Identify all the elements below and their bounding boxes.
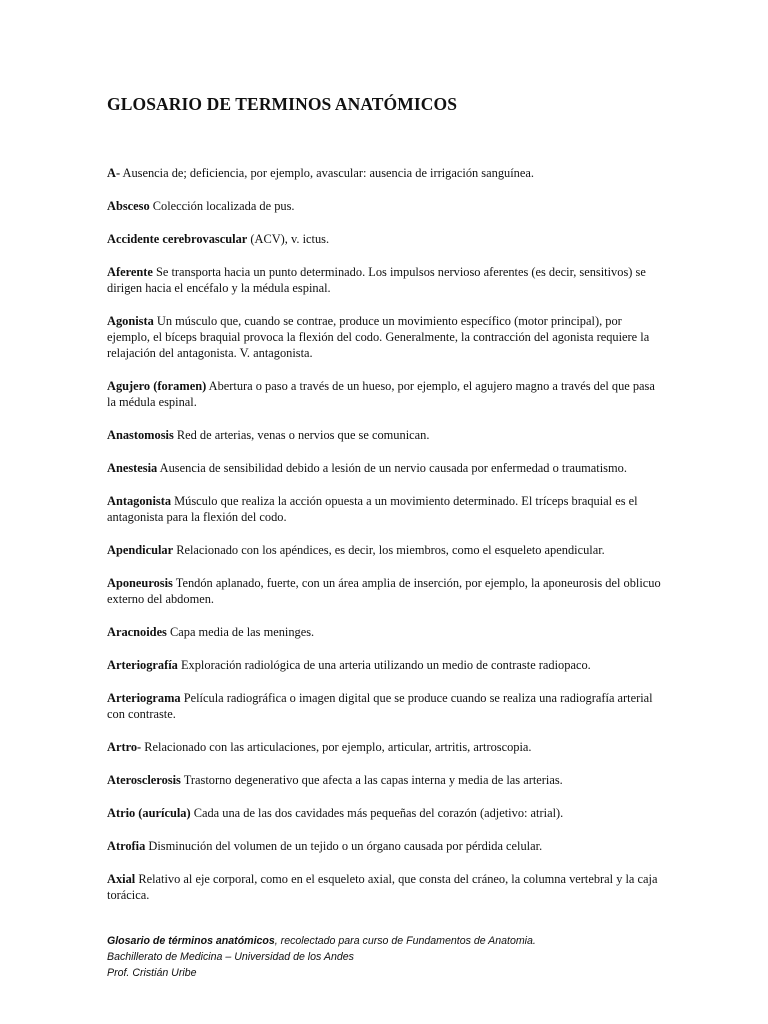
entry-term: Aponeurosis <box>107 576 173 590</box>
glossary-entry <box>107 575 663 607</box>
entry-definition: Relacionado con los apéndices, es decir, los miembros, como el esqueleto apendicular. <box>173 543 605 557</box>
entry-definition: Exploración radiológica de una arteria utilizando un medio de contraste radiopaco. <box>177 658 591 672</box>
page-footer <box>107 933 667 981</box>
entry-definition: Músculo que realiza la acción opuesta a un movimiento determinado. El tríceps braquial es el antagonista para la flexión del codo. <box>107 494 638 524</box>
glossary-entry <box>107 871 663 903</box>
glossary-entry <box>107 657 663 673</box>
glossary-entry <box>107 739 663 755</box>
entry-term: Axial <box>107 872 136 886</box>
footer-course-note: , recolectado para curso de Fundamentos de Anatomia. <box>274 935 536 947</box>
entry-definition: (ACV), v. ictus. <box>247 232 330 246</box>
entry-definition: Relativo al eje corporal, como en el esqueleto axial, que consta del cráneo, la columna vertebral y la caja torácica. <box>107 872 658 902</box>
entry-term: A- <box>107 166 121 180</box>
entry-term: Accidente cerebrovascular <box>107 232 248 246</box>
footer-glossary-title: Glosario de términos anatómicos <box>107 935 275 947</box>
entry-definition: Relacionado con las articulaciones, por ejemplo, articular, artritis, artroscopia. <box>141 740 532 754</box>
entry-term: Aterosclerosis <box>107 773 181 787</box>
entry-definition: Capa media de las meninges. <box>166 625 315 639</box>
footer-line-3: Prof. Cristián Uribe <box>107 967 197 979</box>
glossary-entry <box>107 493 663 525</box>
glossary-entry <box>107 838 663 854</box>
glossary-entry <box>107 264 663 296</box>
entry-term: Anastomosis <box>107 428 174 442</box>
entry-definition: Trastorno degenerativo que afecta a las capas interna y media de las arterias. <box>180 773 563 787</box>
entry-definition: Colección localizada de pus. <box>149 199 295 213</box>
entry-definition: Cada una de las dos cavidades más pequeñas del corazón (adjetivo: atrial). <box>190 806 564 820</box>
glossary-entry <box>107 231 663 247</box>
glossary-entry <box>107 313 663 361</box>
entry-term: Antagonista <box>107 494 172 508</box>
entry-term: Anestesia <box>107 461 158 475</box>
entry-definition: Ausencia de sensibilidad debido a lesión de un nervio causada por enfermedad o traumatismo. <box>157 461 627 475</box>
entry-term: Apendicular <box>107 543 174 557</box>
footer-line-2: Bachillerato de Medicina – Universidad de los Andes <box>107 951 354 963</box>
glossary-entry <box>107 165 663 181</box>
entry-definition: Un músculo que, cuando se contrae, produce un movimiento específico (motor principal), por ejemplo, el bíceps braquial provoca la flexión del codo. Generalmente, la contracción del agonista requiere la relajación del antagonista. V. antagonista. <box>107 314 650 360</box>
entry-definition: Ausencia de; deficiencia, por ejemplo, avascular: ausencia de irrigación sanguínea. <box>120 166 534 180</box>
entry-term: Agujero (foramen) <box>107 379 207 393</box>
entry-term: Absceso <box>107 199 150 213</box>
glossary-entry <box>107 690 663 722</box>
entry-term: Agonista <box>107 314 154 328</box>
document-title: GLOSARIO DE TERMINOS ANATÓMICOS <box>107 94 458 114</box>
glossary-entry <box>107 198 663 214</box>
entry-definition: Red de arterias, venas o nervios que se comunican. <box>173 428 430 442</box>
footer-line-1 <box>107 933 667 949</box>
entry-term: Aracnoides <box>107 625 167 639</box>
glossary-entry <box>107 772 663 788</box>
glossary-entry <box>107 427 663 443</box>
glossary-entry <box>107 378 663 410</box>
entry-definition: Película radiográfica o imagen digital que se produce cuando se realiza una radiografía arterial con contraste. <box>107 691 653 721</box>
entry-definition: Abertura o paso a través de un hueso, por ejemplo, el agujero magno a través del que pasa la médula espinal. <box>107 379 655 409</box>
glossary-entry <box>107 624 663 640</box>
glossary-entry <box>107 542 663 558</box>
entry-term: Artro- <box>107 740 142 754</box>
entry-term: Aferente <box>107 265 153 279</box>
entry-definition: Tendón aplanado, fuerte, con un área amplia de inserción, por ejemplo, la aponeurosis del oblicuo externo del abdomen. <box>107 576 661 606</box>
glossary-list <box>107 165 663 920</box>
entry-term: Arteriograma <box>107 691 181 705</box>
entry-term: Atrio (aurícula) <box>107 806 191 820</box>
entry-term: Arteriografía <box>107 658 178 672</box>
glossary-entry <box>107 460 663 476</box>
entry-definition: Se transporta hacia un punto determinado. Los impulsos nervioso aferentes (es decir, sensitivos) se dirigen hacia el encéfalo y la médula espinal. <box>107 265 646 295</box>
entry-term: Atrofia <box>107 839 146 853</box>
entry-definition: Disminución del volumen de un tejido o un órgano causada por pérdida celular. <box>145 839 543 853</box>
glossary-entry <box>107 805 663 821</box>
